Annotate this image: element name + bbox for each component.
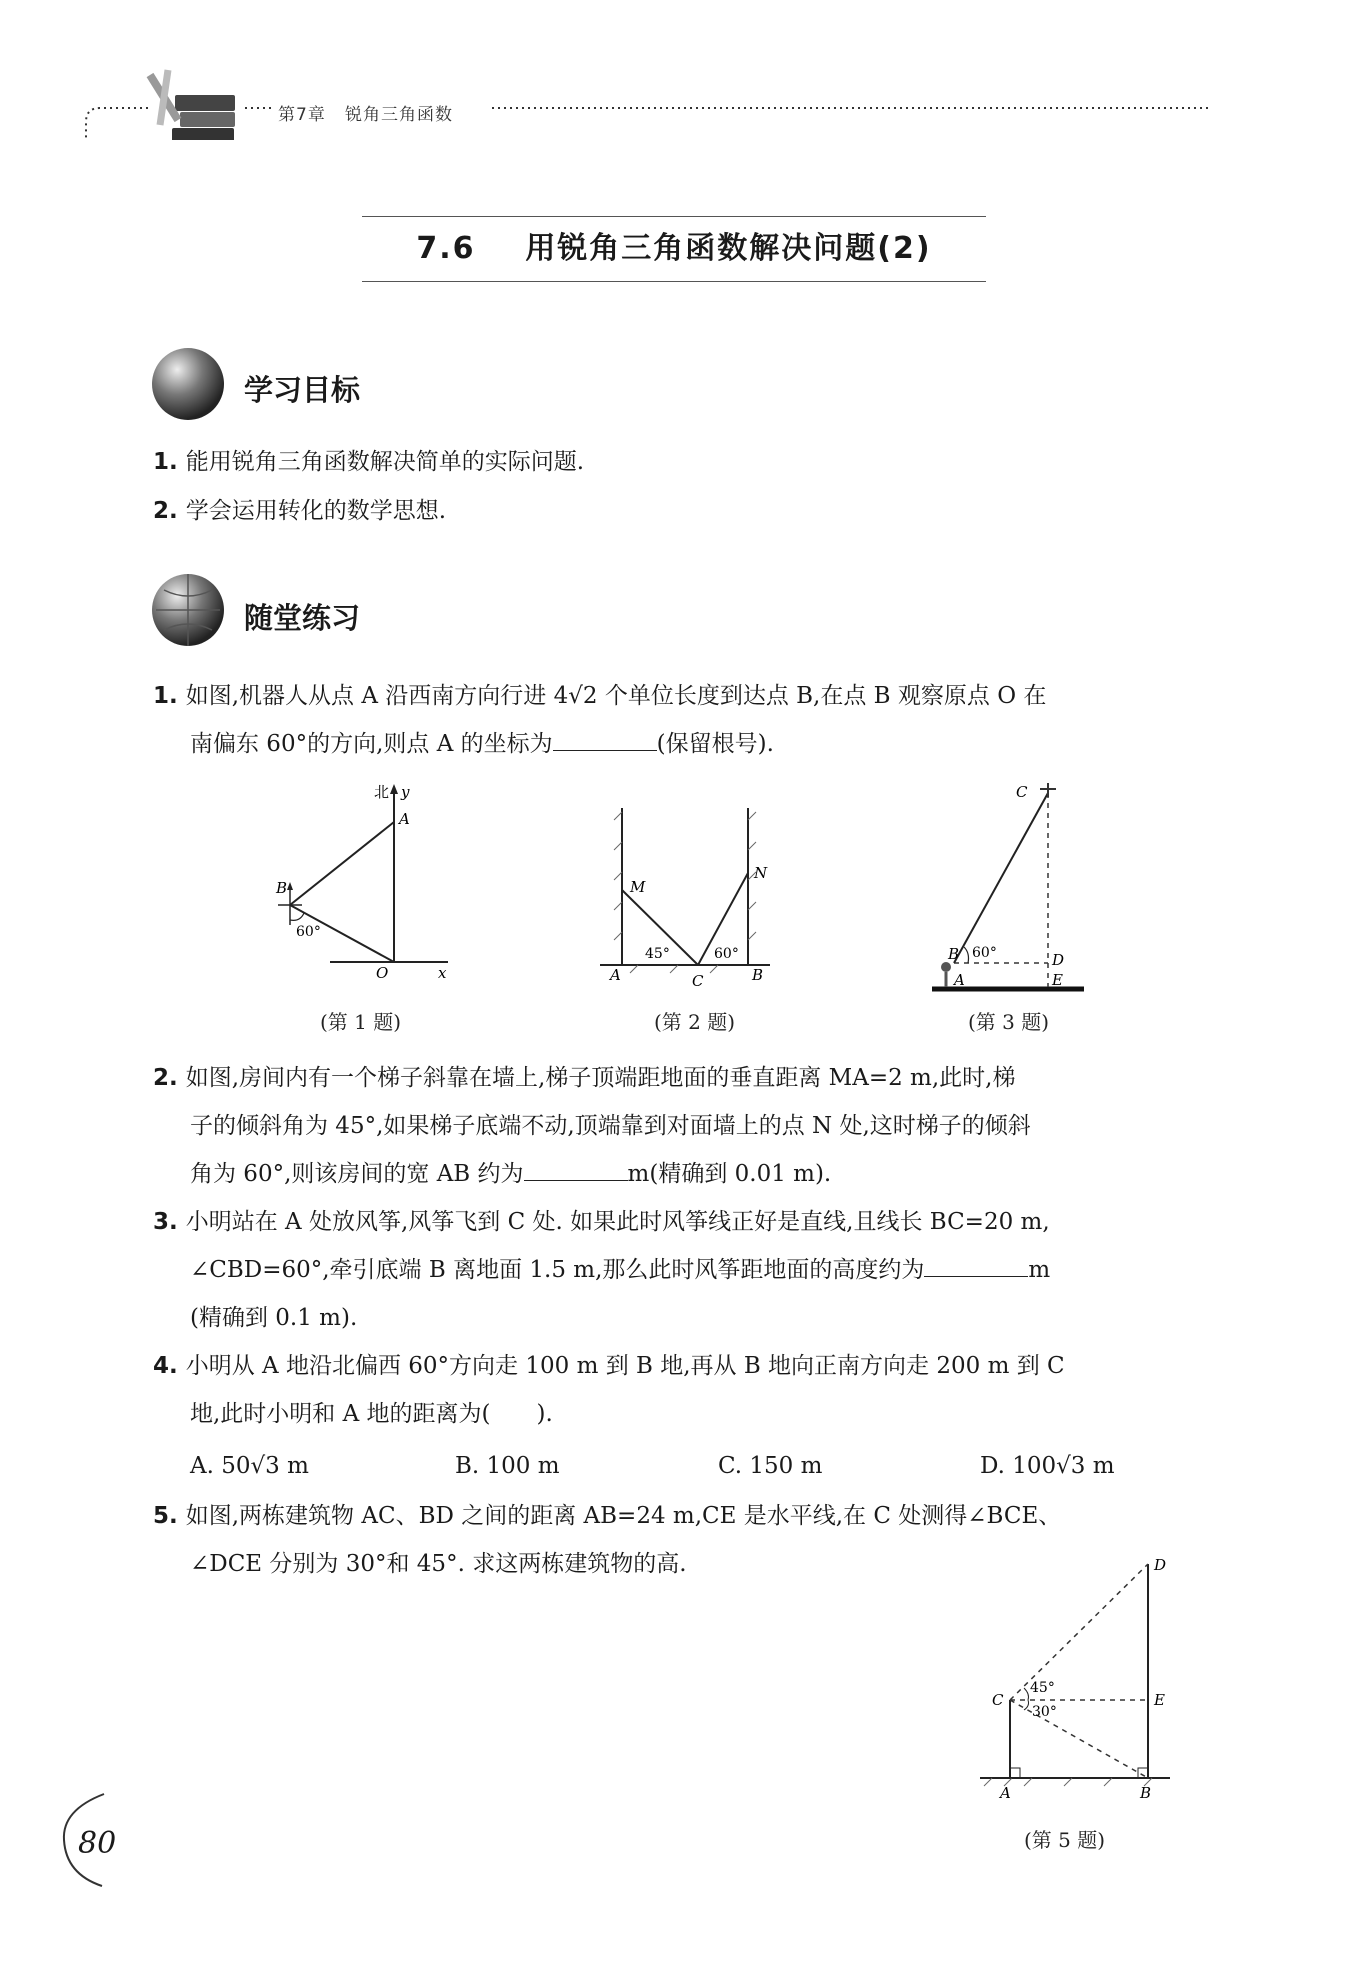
figure-1 [270,780,460,980]
answer-blank[interactable] [553,732,657,751]
figure-2 [590,800,780,990]
angle-label: 30° [1032,1704,1057,1720]
y-axis-label: y [401,783,410,801]
question-3-line-3: (精确到 0.1 m). [190,1305,358,1331]
point-label: A [1000,1784,1011,1802]
question-1-line-2: 南偏东 60°的方向,则点 A 的坐标为 (保留根号). [190,731,774,757]
point-label: N [754,864,768,882]
option-c[interactable]: C. 150 m [718,1453,823,1479]
point-label: C [692,972,704,990]
option-a[interactable]: A. 50√3 m [190,1453,309,1479]
section-heading-goals: 学习目标 [244,373,361,407]
figure-1-caption: (第 1 题) [320,1010,402,1034]
north-label: 北 [374,783,390,801]
question-2-line-1: 2. 如图,房间内有一个梯子斜靠在墙上,梯子顶端距地面的垂直距离 MA=2 m,此时,梯 [153,1065,1016,1091]
point-label: B [752,966,764,984]
chapter-header: 第7章 锐角三角函数 [278,105,454,125]
question-4-line-1: 4. 小明从 A 地沿北偏西 60°方向走 100 m 到 B 地,再从 B 地向正南方向走 200 m 到 C [153,1353,1065,1379]
figure-2-caption: (第 2 题) [654,1010,736,1034]
question-3-line-2: ∠CBD=60°,牵引底端 B 离地面 1.5 m,那么此时风筝距地面的高度约为 m [190,1257,1051,1283]
section-heading-practice: 随堂练习 [244,601,361,635]
question-3-line-1: 3. 小明站在 A 处放风筝,风筝飞到 C 处. 如果此时风筝线正好是直线,且线长 BC=20 m, [153,1209,1050,1235]
question-2-line-2: 子的倾斜角为 45°,如果梯子底端不动,顶端靠到对面墙上的点 N 处,这时梯子的倾斜 [190,1113,1031,1139]
globe-icon [150,346,226,422]
point-label: B [1140,1784,1152,1802]
point-label: A [399,810,410,828]
lesson-title: 7.6 用锐角三角函数解决问题(2) [416,231,932,266]
option-d[interactable]: D. 100√3 m [980,1453,1115,1479]
books-icon [150,70,235,140]
point-label: C [1016,783,1028,801]
point-label: B [276,879,288,897]
angle-label: 60° [972,945,997,961]
question-2-line-3: 角为 60°,则该房间的宽 AB 约为 m(精确到 0.01 m). [190,1161,832,1187]
point-label: O [376,964,389,980]
question-5-line-2: ∠DCE 分别为 30°和 45°. 求这两栋建筑物的高. [190,1551,687,1577]
header-decoration [0,0,1350,140]
point-label: M [630,878,646,896]
angle-label: 60° [714,946,739,962]
angle-label: 45° [645,946,670,962]
globe-icon [150,572,226,648]
x-axis-label: x [438,964,447,980]
lesson-title-box [362,216,986,282]
question-4-line-2: 地,此时小明和 A 地的距离为( ). [190,1401,553,1427]
option-b[interactable]: B. 100 m [455,1453,560,1479]
figure-5-caption: (第 5 题) [1024,1828,1106,1852]
question-1-line-1: 1. 如图,机器人从点 A 沿西南方向行进 4√2 个单位长度到达点 B,在点 B 观察原点 O 在 [153,683,1047,709]
goal-item: 1. 能用锐角三角函数解决简单的实际问题. [153,449,585,475]
point-label: C [992,1691,1004,1709]
goal-item: 2. 学会运用转化的数学思想. [153,498,447,524]
point-label: D [1052,951,1065,969]
figure-3-caption: (第 3 题) [968,1010,1050,1034]
question-5-line-1: 5. 如图,两栋建筑物 AC、BD 之间的距离 AB=24 m,CE 是水平线,在 C 处测得∠BCE、 [153,1503,1062,1529]
angle-label: 45° [1030,1680,1055,1696]
figure-5 [970,1552,1180,1812]
point-label: B [948,945,960,963]
figure-3 [920,775,1095,995]
point-label: E [1052,971,1063,989]
page-number: 80 [78,1826,117,1861]
answer-blank[interactable] [524,1162,628,1181]
angle-label: 60° [296,924,321,940]
answer-blank[interactable] [924,1258,1028,1277]
point-label: A [954,971,965,989]
point-label: A [610,966,621,984]
point-label: D [1154,1556,1167,1574]
point-label: E [1154,1691,1165,1709]
